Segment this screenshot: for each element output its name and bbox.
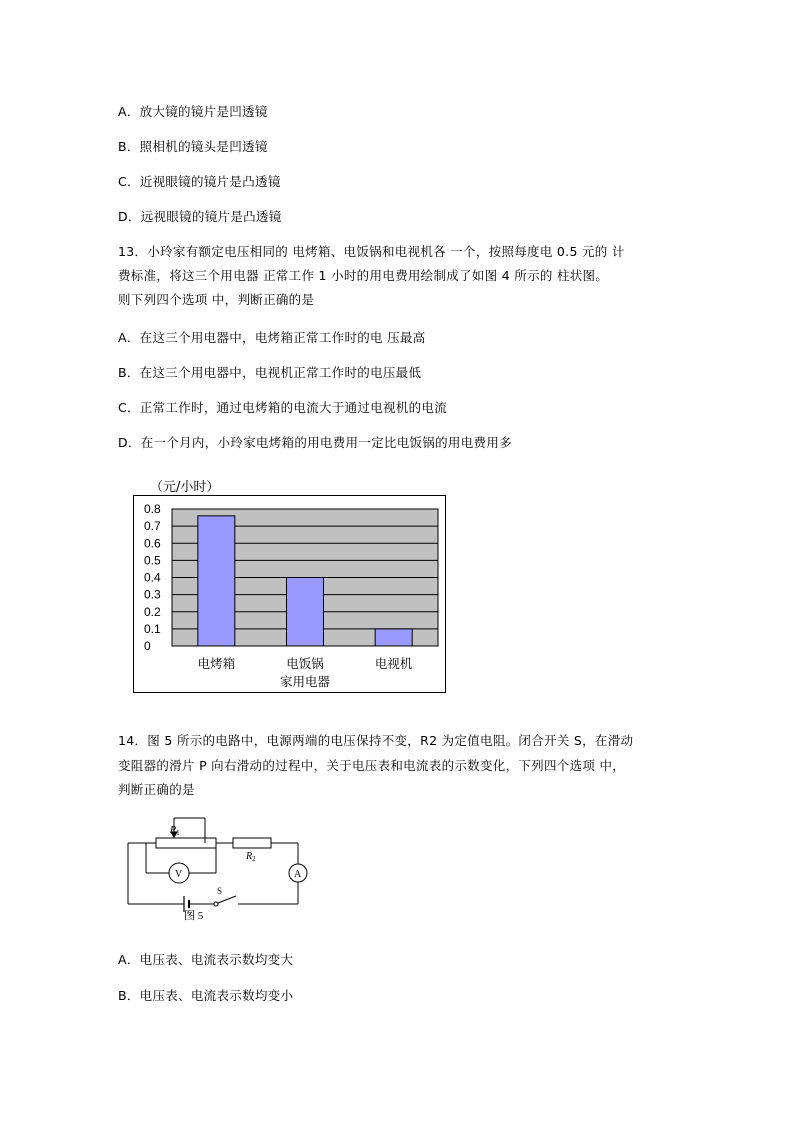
q14-stem-line-2: 变阻器的滑片 P 向右滑动的过程中，关于电压表和电流表的示数变化，下列四个选项 中， [118,758,626,773]
bar [198,516,235,646]
ammeter-label: A [294,869,302,880]
y-tick-label: 0.1 [144,621,161,636]
y-tick-label: 0.5 [144,553,161,568]
r1-resistor [156,838,216,848]
bar-chart [133,495,446,693]
chart-unit-label: （元/小时） [150,480,220,495]
figure-5-caption: 图 5 [184,910,204,922]
circuit-diagram [118,815,318,925]
r2-label: $R_2$ [246,851,256,863]
y-tick-label: 0.6 [144,536,161,551]
y-tick-label: 0.2 [144,604,161,619]
voltmeter-label: V [175,869,183,880]
q12-option-a: A．放大镜的镜片是凹透镜 [118,104,268,119]
switch-label: S [217,886,223,896]
y-tick-label: 0.8 [144,502,161,516]
x-category-label: 电饭锅 [286,656,324,671]
q12-option-d: D．远视眼镜的镜片是凸透镜 [118,209,282,224]
q14-stem-line-3: 判断正确的是 [118,782,195,797]
q14-stem-line-1: 14．图 5 所示的电路中，电源两端的电压保持不变，R2 为定值电阻。闭合开关 S，在滑动 [118,733,634,748]
q13-stem-line-1: 13．小玲家有额定电压相同的 电烤箱、电饭锅和电视机各 一个，按照每度电 0.5 元的 计 [118,244,625,259]
y-tick-label: 0 [144,639,151,653]
bar-chart-svg [134,496,445,692]
q13-option-a: A．在这三个用电器中，电烤箱正常工作时的电 压最高 [118,330,426,345]
y-tick-label: 0.4 [144,570,161,585]
switch-blade [218,896,236,903]
bar [375,629,412,646]
switch-pivot [214,902,218,906]
q13-option-b: B．在这三个用电器中，电视机正常工作时的电压最低 [118,365,422,380]
bar [287,578,324,647]
x-category-label: 电视机 [374,656,413,671]
r2-resistor [233,838,271,848]
q14-option-b: B．电压表、电流表示数均变小 [118,988,294,1003]
x-category-label: 电烤箱 [197,656,236,671]
q13-stem-line-2: 费标准，将这三个用电器 正常工作 1 小时的用电费用绘制成了如图 4 所示的 柱状图。 [118,268,609,283]
y-tick-label: 0.7 [144,519,161,534]
q13-option-d: D．在一个月内，小玲家电烤箱的用电费用一定比电饭锅的用电费用多 [118,435,512,450]
q12-option-b: B．照相机的镜头是凹透镜 [118,139,268,154]
y-tick-label: 0.3 [144,587,161,602]
q14-option-a: A．电压表、电流表示数均变大 [118,952,294,967]
q13-option-c: C．正常工作时，通过电烤箱的电流大于通过电视机的电流 [118,400,448,415]
q13-stem-line-3: 则下列四个选项 中，判断正确的是 [118,292,315,307]
r1-label: $R_1$ [170,825,180,837]
q12-option-c: C．近视眼镜的镜片是凸透镜 [118,174,281,189]
x-axis-title: 家用电器 [279,674,331,689]
